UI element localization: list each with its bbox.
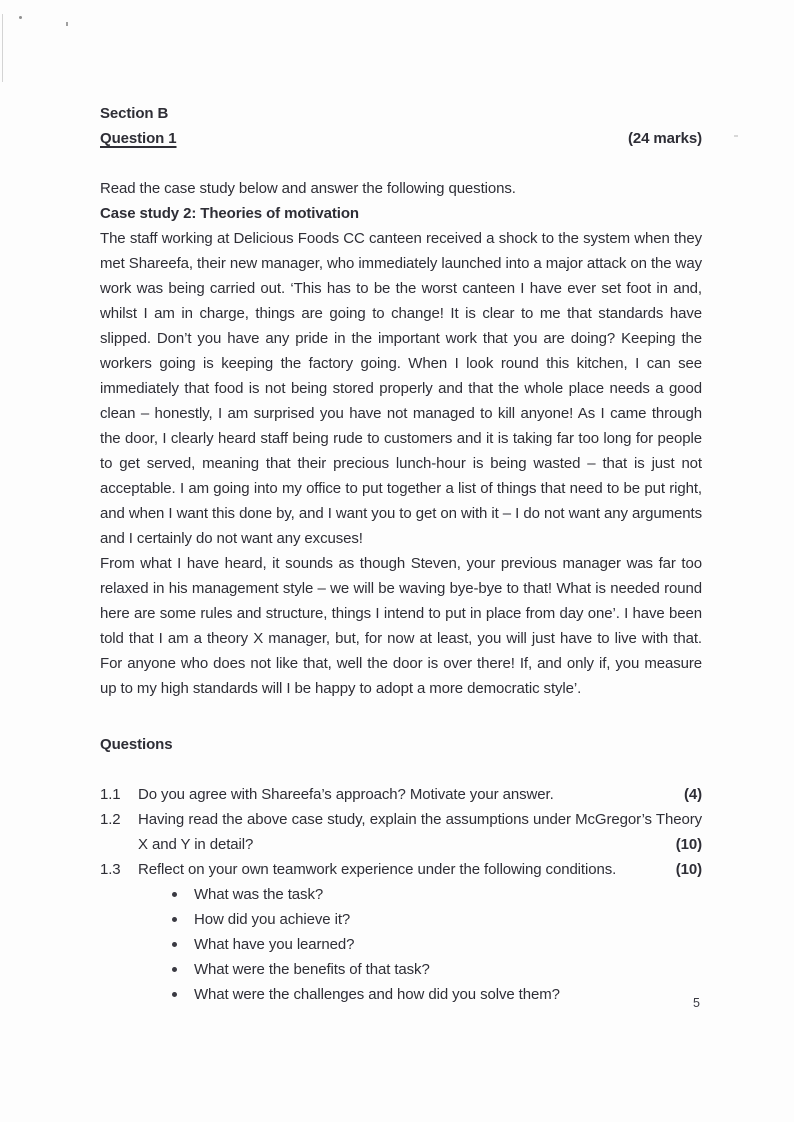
bullet-text: What have you learned? [194, 936, 355, 953]
question-item [100, 807, 702, 857]
question-number: 1.3 [100, 861, 121, 878]
question-marks: (10) [675, 836, 702, 853]
total-marks: (24 marks) [627, 130, 702, 147]
scan-artifact-line [2, 14, 3, 82]
bullet-list-item [170, 907, 702, 932]
questions-heading: Questions [100, 736, 173, 753]
bullet-list-item [170, 932, 702, 957]
bullet-list-item [170, 882, 702, 907]
question-header-row [100, 126, 702, 151]
question-number: 1.1 [100, 786, 121, 803]
case-study-title: Case study 2: Theories of motivation [100, 205, 359, 222]
question-content [138, 807, 702, 857]
question-content [138, 782, 702, 807]
bullet-icon [172, 942, 177, 947]
question-text: Having read the above case study, explain the assumptions under McGregor’s Theory X and Y in detail? [138, 811, 702, 853]
case-study-paragraph-2: From what I have heard, it sounds as though Steven, your previous manager was far too relaxed in his management style – we will be waving bye-bye to that! What is needed round here are some rules and structure, things I intend to put in place from day one’. I have been told that I am a theory X manager, but, for now at least, you will just have to live with that. For anyone who does not like that, well the door is over there! If, and only if, you measure up to my high standards will I be happy to adopt a more democratic style’. [100, 555, 702, 697]
bullet-icon [172, 967, 177, 972]
bullet-icon [172, 992, 177, 997]
scan-artifact-speck [66, 22, 68, 26]
scan-artifact-speck [19, 16, 22, 19]
bullet-icon [172, 917, 177, 922]
case-study-paragraph-1: The staff working at Delicious Foods CC canteen received a shock to the system when they met Shareefa, their new manager, who immediately launched into a major attack on the way work was being carried out. ‘This has to be the worst canteen I have ever set foot in and, whilst I am in charge, things are going to change! It is clear to me that standards have slipped. Don’t you have any pride in the important work that you are doing? Keeping the workers going is keeping the factory going. When I look round this kitchen, I can see immediately that food is not being stored properly and that the whole place needs a good clean – honestly, I am surprised you have not managed to kill anyone! As I came through the door, I clearly heard staff being rude to customers and it is taking far too long for people to get served, meaning that their precious lunch-hour is being wasted – that is just not acceptable. I am going into my office to put together a list of things that need to be put right, and when I want this done by, and I want you to get on with it – I do not want any arguments and I certainly do not want any excuses! [100, 230, 702, 547]
question-marks: (10) [675, 861, 702, 878]
bullet-list-item [170, 957, 702, 982]
question-text: Reflect on your own teamwork experience under the following conditions. [138, 861, 617, 878]
intro-block [100, 176, 702, 226]
bullet-text: What were the challenges and how did you solve them? [194, 986, 560, 1003]
bullet-text: What were the benefits of that task? [194, 961, 430, 978]
bullet-text: How did you achieve it? [194, 911, 351, 928]
instruction-text: Read the case study below and answer the following questions. [100, 180, 516, 197]
bullet-text: What was the task? [194, 886, 324, 903]
case-study-body [100, 226, 702, 701]
question-marks: (4) [683, 786, 702, 803]
question-item [100, 857, 702, 882]
question-number: 1.2 [100, 811, 121, 828]
question-content [138, 857, 702, 882]
bullet-list [100, 882, 702, 1007]
question-list [100, 782, 702, 882]
section-heading: Section B [100, 105, 169, 122]
question-text: Do you agree with Shareefa’s approach? Motivate your answer. [138, 786, 554, 803]
page-number: 5 [693, 996, 700, 1010]
scan-artifact-speck [734, 135, 738, 137]
question-item [100, 782, 702, 807]
bullet-list-item [170, 982, 702, 1007]
document-content [100, 101, 702, 1007]
bullet-icon [172, 892, 177, 897]
question-title: Question 1 [100, 130, 177, 147]
